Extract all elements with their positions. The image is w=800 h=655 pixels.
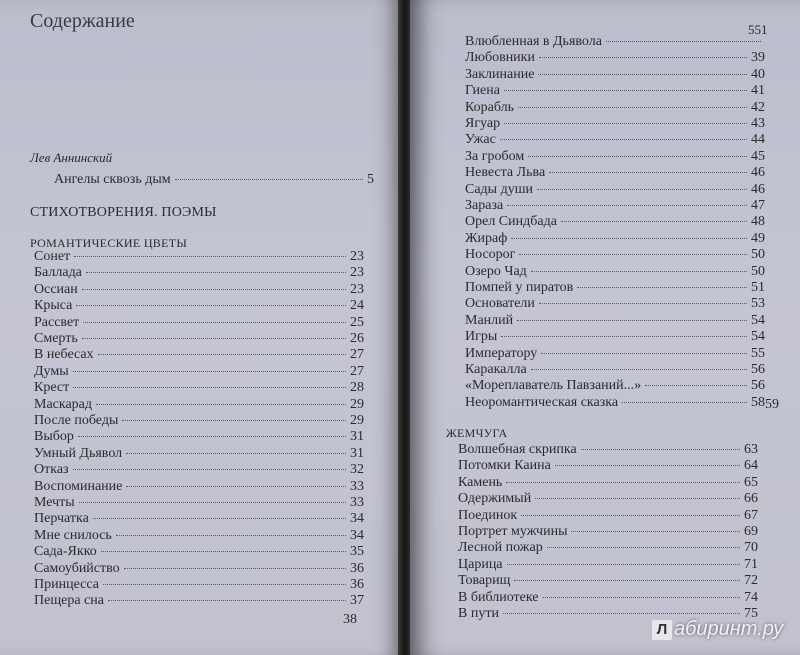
leader-dots bbox=[82, 338, 346, 339]
entry-title: Оссиан bbox=[34, 281, 78, 297]
toc-entry bbox=[465, 231, 765, 247]
entry-page: 36 bbox=[350, 577, 364, 592]
toc-entry-intro bbox=[54, 172, 374, 188]
entry-title: Поединок bbox=[458, 507, 518, 523]
toc-entry bbox=[34, 462, 364, 478]
toc-entry bbox=[34, 511, 364, 527]
leader-dots bbox=[506, 482, 740, 483]
entry-title: Мне снилось bbox=[34, 527, 112, 543]
toc-entry bbox=[465, 329, 765, 345]
toc-entry bbox=[465, 280, 765, 296]
entry-page: 33 bbox=[350, 478, 364, 494]
entry-page: 36 bbox=[350, 560, 364, 576]
entry-title: Портрет мужчины bbox=[458, 524, 568, 539]
entry-page: 51 bbox=[751, 280, 765, 295]
toc-entry bbox=[34, 479, 364, 495]
entry-title: Потомки Каина bbox=[458, 458, 551, 474]
toc-entry bbox=[34, 298, 364, 314]
entry-page: 56 bbox=[751, 362, 765, 377]
entry-title: «Мореплаватель Павзаний...» bbox=[465, 378, 642, 394]
entry-title: Товарищ bbox=[458, 573, 511, 589]
toc-entry bbox=[458, 491, 758, 507]
entry-title: Царица bbox=[458, 556, 503, 572]
entry-page: 23 bbox=[350, 281, 364, 297]
leader-dots bbox=[528, 156, 747, 157]
entry-title: Выбор bbox=[34, 429, 74, 445]
leader-dots bbox=[606, 41, 761, 42]
entry-page: 66 bbox=[744, 491, 758, 507]
entry-page: 35 bbox=[350, 544, 364, 560]
entry-title: Воспоминание bbox=[34, 478, 123, 494]
leader-dots bbox=[501, 336, 747, 337]
entry-page: 53 bbox=[751, 296, 765, 312]
leader-dots bbox=[93, 518, 346, 519]
entry-title: В пути bbox=[458, 606, 499, 621]
leader-dots bbox=[535, 498, 740, 499]
entry-title: Игры bbox=[465, 329, 498, 345]
entry-page: 55 bbox=[751, 345, 765, 361]
entry-title: Принцесса bbox=[34, 577, 99, 592]
toc-entry bbox=[34, 593, 364, 609]
entry-title: Крыса bbox=[34, 298, 73, 314]
toc-entry bbox=[34, 577, 364, 593]
entry-page: 23 bbox=[350, 265, 364, 281]
leader-dots bbox=[83, 322, 346, 323]
toc-entry bbox=[34, 528, 364, 544]
toc-entry bbox=[465, 116, 765, 132]
toc-entry bbox=[465, 395, 765, 411]
entry-title: Самоубийство bbox=[34, 560, 120, 576]
entry-page: 27 bbox=[350, 347, 364, 363]
leader-dots bbox=[503, 613, 740, 614]
entry-title: Неоромантическая сказка bbox=[465, 394, 619, 410]
toc-entry bbox=[34, 347, 364, 363]
entry-page: 25 bbox=[350, 314, 364, 330]
leader-dots bbox=[518, 107, 747, 108]
leader-dots bbox=[541, 353, 747, 354]
page-title: Содержание bbox=[30, 10, 135, 32]
entry-page: 41 bbox=[751, 83, 765, 99]
leader-dots bbox=[517, 320, 747, 321]
page-number: 551 bbox=[748, 22, 768, 37]
entry-title: Рассвет bbox=[34, 314, 80, 330]
toc-entry bbox=[465, 264, 765, 280]
entry-title: Любовники bbox=[465, 50, 535, 66]
toc-entry bbox=[34, 397, 364, 413]
entry-page: 54 bbox=[751, 329, 765, 345]
entry-page: 72 bbox=[744, 573, 758, 589]
toc-entry bbox=[465, 83, 765, 99]
entry-title: Носорог bbox=[465, 247, 516, 263]
toc-entry bbox=[465, 50, 765, 66]
entry-title: Баллада bbox=[34, 265, 82, 281]
entry-title: Перчатка bbox=[34, 511, 89, 527]
entry-title: Умный Дьявол bbox=[34, 445, 123, 461]
toc-entry bbox=[34, 364, 364, 380]
toc-entry bbox=[465, 247, 765, 263]
entry-title: Одержимый bbox=[458, 491, 532, 507]
leader-dots bbox=[76, 305, 346, 306]
leader-dots bbox=[519, 254, 747, 255]
entry-title: Заклинание bbox=[465, 66, 535, 82]
entry-page: 64 bbox=[744, 458, 758, 474]
entry-page: 23 bbox=[350, 249, 364, 264]
entry-page: 29 bbox=[350, 396, 364, 412]
toc-entry bbox=[465, 214, 765, 230]
entry-page: 34 bbox=[350, 527, 364, 543]
leader-dots bbox=[549, 172, 747, 173]
leader-dots bbox=[521, 515, 740, 516]
entry-page: 49 bbox=[751, 230, 765, 246]
toc-entry bbox=[465, 132, 765, 148]
leader-dots bbox=[538, 74, 747, 75]
leader-dots bbox=[514, 580, 740, 581]
entry-title: В библиотеке bbox=[458, 589, 539, 605]
entry-title: Сада-Якко bbox=[34, 544, 97, 560]
toc-entry bbox=[465, 362, 765, 378]
leader-dots bbox=[86, 272, 346, 273]
leader-dots bbox=[101, 551, 346, 552]
leader-dots bbox=[531, 271, 747, 272]
toc-entry bbox=[34, 380, 364, 396]
leader-dots bbox=[103, 584, 346, 585]
entry-page: 74 bbox=[744, 589, 758, 605]
entry-page: 29 bbox=[350, 413, 364, 428]
leader-dots bbox=[507, 564, 740, 565]
entry-page: 27 bbox=[350, 363, 364, 379]
entry-title: После победы bbox=[34, 413, 119, 428]
leader-dots bbox=[561, 221, 747, 222]
section-heading: СТИХОТВОРЕНИЯ. ПОЭМЫ bbox=[30, 205, 217, 220]
toc-entry bbox=[458, 590, 758, 606]
entry-page: 26 bbox=[350, 331, 364, 346]
entry-title: Корабль bbox=[465, 99, 514, 115]
leader-dots bbox=[126, 486, 346, 487]
leader-dots bbox=[122, 420, 346, 421]
leader-dots bbox=[571, 531, 740, 532]
entry-page: 50 bbox=[751, 263, 765, 279]
leader-dots bbox=[116, 535, 346, 536]
right-page bbox=[410, 0, 800, 655]
toc-entry bbox=[465, 100, 765, 116]
entry-title: Мечты bbox=[34, 495, 75, 510]
leader-dots bbox=[98, 354, 346, 355]
leader-dots bbox=[73, 371, 346, 372]
toc-entry bbox=[458, 475, 758, 491]
entry-title: Невеста Льва bbox=[465, 165, 546, 181]
trailing-page-number: 38 bbox=[343, 612, 357, 627]
toc-entry bbox=[34, 544, 364, 560]
leader-dots bbox=[108, 600, 346, 601]
toc-entry bbox=[34, 249, 364, 265]
entry-page: 63 bbox=[744, 442, 758, 457]
entry-page: 65 bbox=[744, 474, 758, 490]
entry-page: 54 bbox=[751, 312, 765, 328]
toc-entry bbox=[34, 282, 364, 298]
entry-page: 39 bbox=[751, 50, 765, 66]
entry-page: 5 bbox=[367, 172, 374, 187]
leader-dots bbox=[74, 256, 346, 257]
leader-dots bbox=[124, 568, 346, 569]
toc-entry bbox=[34, 315, 364, 331]
leader-dots bbox=[175, 179, 363, 180]
entry-title: Зараза bbox=[465, 198, 504, 213]
leader-dots bbox=[78, 436, 346, 437]
entry-title: Камень bbox=[458, 474, 503, 490]
labirint-logo-icon: Л bbox=[652, 620, 672, 640]
leader-dots bbox=[73, 387, 346, 388]
watermark bbox=[652, 618, 783, 641]
entry-page: 37 bbox=[350, 593, 364, 609]
entry-title: Манлий bbox=[465, 312, 514, 328]
leader-dots bbox=[539, 303, 747, 304]
leader-dots bbox=[581, 449, 740, 450]
leader-dots bbox=[504, 123, 747, 124]
toc-entry bbox=[458, 508, 758, 524]
author-name: Лев Аннинский bbox=[30, 150, 113, 165]
entry-page: 31 bbox=[350, 429, 364, 445]
toc-entry bbox=[465, 296, 765, 312]
entry-page: 42 bbox=[751, 99, 765, 115]
entry-page: 56 bbox=[751, 378, 765, 394]
toc-entry bbox=[34, 265, 364, 281]
toc-entry bbox=[465, 346, 765, 362]
entry-title: Смерть bbox=[34, 331, 78, 346]
entry-page: 40 bbox=[751, 66, 765, 82]
entry-title: Пещера сна bbox=[34, 593, 104, 609]
entry-title: Озеро Чад bbox=[465, 263, 527, 279]
entry-title: Орел Синдбада bbox=[465, 214, 557, 230]
leader-dots bbox=[73, 469, 346, 470]
entry-title: Жираф bbox=[465, 230, 508, 246]
entry-title: Сады души bbox=[465, 181, 533, 197]
entry-title: Гиена bbox=[465, 83, 500, 99]
entry-page: 69 bbox=[744, 524, 758, 539]
entry-page: 48 bbox=[751, 214, 765, 230]
leader-dots bbox=[82, 289, 346, 290]
entry-title: Ужас bbox=[465, 132, 496, 148]
entry-page: 71 bbox=[744, 556, 758, 572]
subsection-heading: ЖЕМЧУГА bbox=[446, 426, 508, 440]
entry-page: 28 bbox=[350, 380, 364, 396]
toc-entry bbox=[34, 331, 364, 347]
entry-title: В небесах bbox=[34, 347, 94, 363]
toc-entry bbox=[465, 198, 765, 214]
entry-title: Императору bbox=[465, 345, 538, 361]
entry-title: Помпей у пиратов bbox=[465, 280, 574, 295]
leader-dots bbox=[543, 597, 740, 598]
toc-entry bbox=[458, 442, 758, 458]
toc-entry bbox=[458, 458, 758, 474]
leader-dots bbox=[126, 453, 346, 454]
entry-title: Основатели bbox=[465, 296, 535, 312]
entry-title: Отказ bbox=[34, 462, 69, 478]
toc-entry bbox=[458, 573, 758, 589]
toc-entry bbox=[34, 429, 364, 445]
toc-entry bbox=[34, 446, 364, 462]
entry-page: 45 bbox=[751, 148, 765, 164]
entry-title: За гробом bbox=[465, 148, 525, 164]
entry-title: Думы bbox=[34, 363, 69, 379]
entry-title: Ягуар bbox=[465, 116, 501, 131]
toc-entry bbox=[465, 34, 765, 50]
leader-dots bbox=[504, 90, 747, 91]
leader-dots bbox=[547, 547, 740, 548]
toc-entry bbox=[465, 182, 765, 198]
leader-dots bbox=[511, 238, 747, 239]
leader-dots bbox=[577, 287, 747, 288]
toc-entry bbox=[34, 561, 364, 577]
toc-entry bbox=[458, 540, 758, 556]
leader-dots bbox=[531, 369, 747, 370]
leader-dots bbox=[622, 402, 747, 403]
leader-dots bbox=[96, 404, 346, 405]
leader-dots bbox=[79, 502, 346, 503]
entry-page: 50 bbox=[751, 247, 765, 263]
toc-entry bbox=[465, 149, 765, 165]
toc-entry bbox=[458, 524, 758, 540]
watermark-text: абиринт.ру bbox=[674, 618, 784, 640]
leader-dots bbox=[537, 189, 747, 190]
entry-page: 70 bbox=[744, 540, 758, 556]
entry-title: Маскарад bbox=[34, 396, 93, 412]
entry-page: 24 bbox=[350, 298, 364, 314]
entry-page: 32 bbox=[350, 462, 364, 478]
toc-entry bbox=[458, 557, 758, 573]
entry-title: Каракалла bbox=[465, 362, 527, 377]
entry-page: 46 bbox=[751, 165, 765, 181]
entry-page: 43 bbox=[751, 116, 765, 131]
entry-title: Сонет bbox=[34, 249, 71, 264]
toc-entry bbox=[34, 495, 364, 511]
toc-entry bbox=[465, 67, 765, 83]
entry-page: 47 bbox=[751, 198, 765, 213]
entry-page: 58 bbox=[751, 394, 765, 410]
toc-entry bbox=[465, 313, 765, 329]
trailing-page-number: 59 bbox=[765, 397, 779, 412]
entry-title: Крест bbox=[34, 380, 70, 396]
leader-dots bbox=[555, 465, 740, 466]
entry-page: 46 bbox=[751, 181, 765, 197]
leader-dots bbox=[507, 205, 747, 206]
entry-page: 44 bbox=[751, 132, 765, 148]
toc-entry bbox=[465, 165, 765, 181]
entry-page: 33 bbox=[350, 495, 364, 510]
entry-page: 31 bbox=[350, 445, 364, 461]
toc-entry bbox=[34, 413, 364, 429]
leader-dots bbox=[500, 139, 747, 140]
entry-page: 67 bbox=[744, 507, 758, 523]
leader-dots bbox=[539, 57, 747, 58]
leader-dots bbox=[645, 385, 747, 386]
entry-page: 75 bbox=[744, 606, 758, 621]
entry-title: Ангелы сквозь дым bbox=[54, 172, 171, 187]
entry-title: Волшебная скрипка bbox=[458, 442, 577, 457]
entry-title: Влюбленная в Дьявола bbox=[465, 34, 602, 49]
toc-entry bbox=[465, 378, 765, 394]
entry-page: 34 bbox=[350, 511, 364, 527]
entry-title: Лесной пожар bbox=[458, 540, 543, 556]
subsection-heading: РОМАНТИЧЕСКИЕ ЦВЕТЫ bbox=[30, 236, 188, 250]
